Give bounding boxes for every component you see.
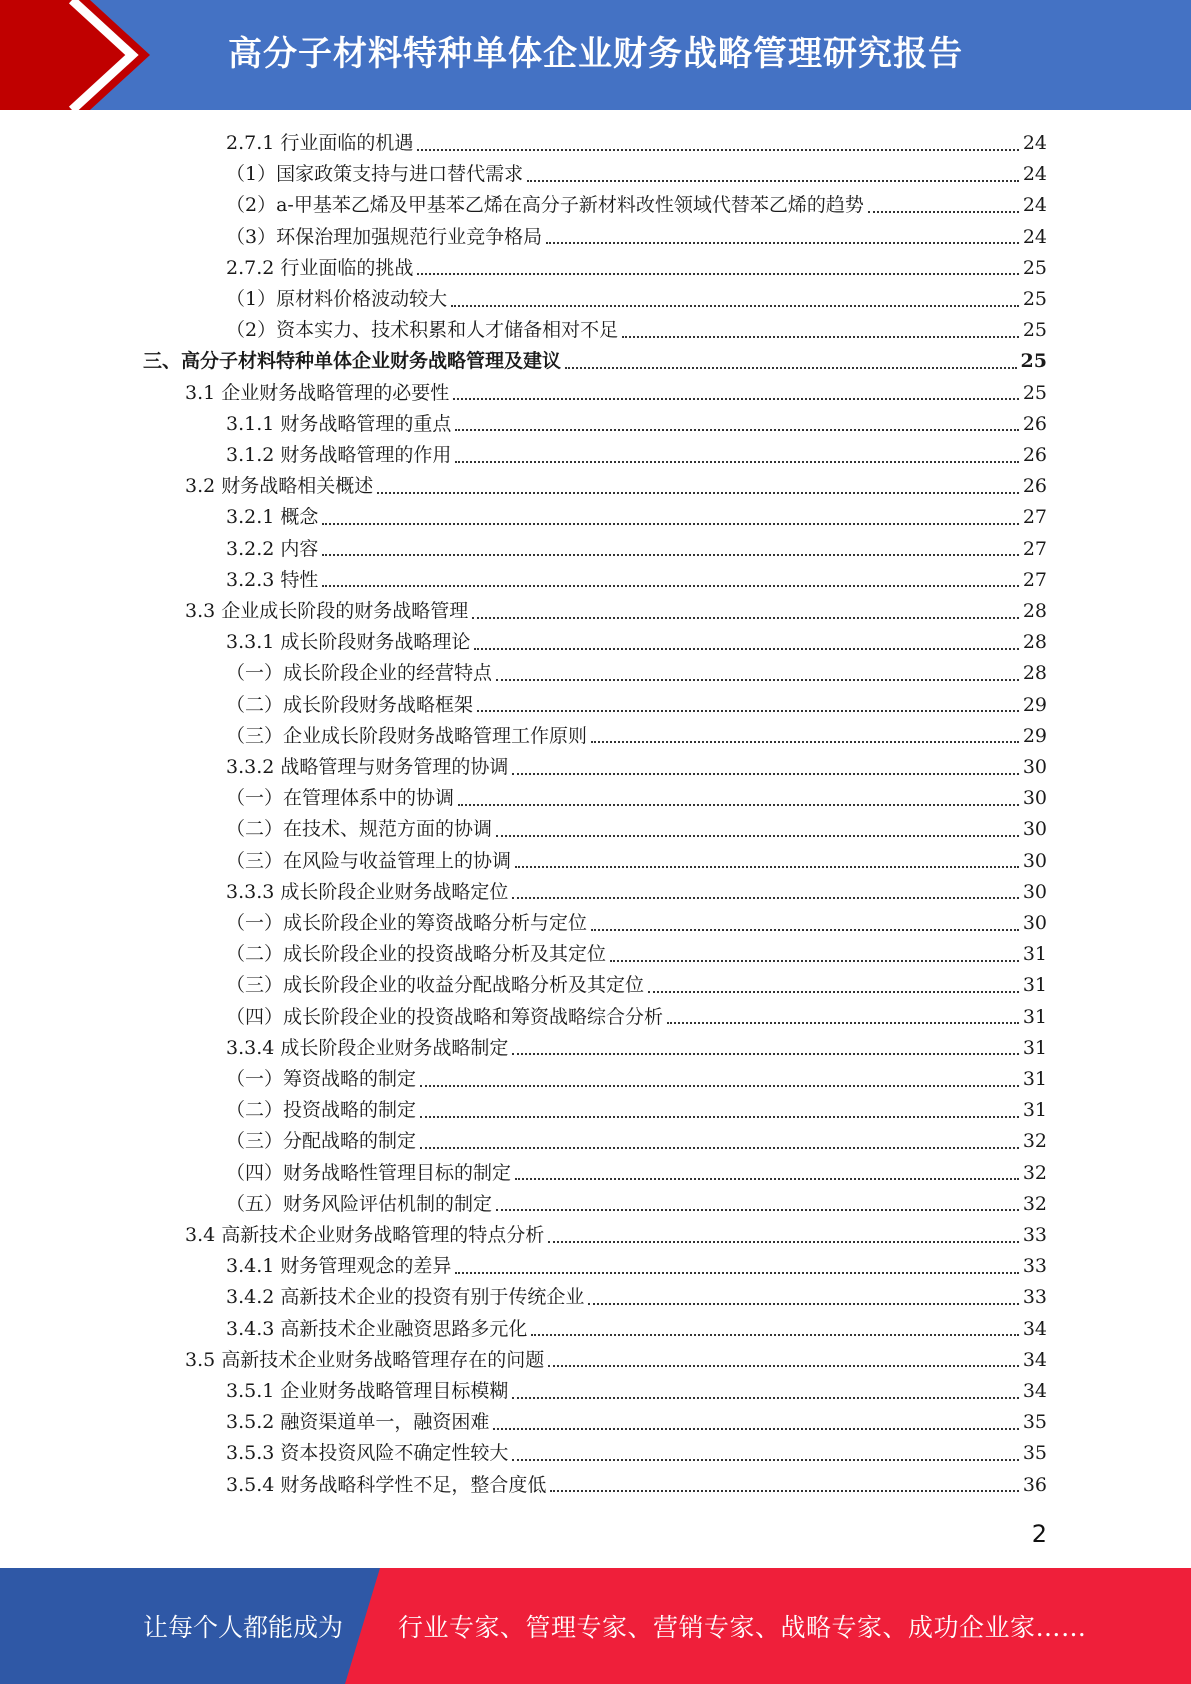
toc-entry-page: 30 [1022, 756, 1047, 778]
toc-entry-page: 32 [1022, 1161, 1047, 1184]
toc-entry[interactable] [226, 128, 1047, 159]
toc-entry[interactable] [226, 1095, 1047, 1126]
toc-dot-leader [420, 1116, 1019, 1118]
page-header [0, 0, 1191, 110]
toc-dot-leader [515, 1178, 1019, 1180]
toc-entry-page: 24 [1022, 163, 1047, 186]
toc-dot-leader [591, 741, 1019, 743]
toc-entry-page: 24 [1022, 225, 1047, 248]
toc-dot-leader [417, 273, 1018, 275]
footer-slogan-left: 让每个人都能成为 [143, 1613, 344, 1642]
toc-dot-leader [667, 1022, 1019, 1024]
toc-dot-leader [512, 1053, 1018, 1055]
toc-entry-label: （三）企业成长阶段财务战略管理工作原则 [226, 724, 588, 747]
toc-entry-label: （2）资本实力、技术积累和人才储备相对不足 [226, 319, 619, 342]
toc-entry-label: 3.4.1 财务管理观念的差异 [226, 1255, 452, 1278]
toc-entry[interactable] [226, 502, 1047, 533]
toc-dot-leader [496, 1209, 1019, 1211]
toc-entry-label: （1）原材料价格波动较大 [226, 288, 448, 310]
toc-entry[interactable] [226, 814, 1047, 845]
toc-entry-page: 24 [1022, 194, 1047, 217]
toc-entry[interactable] [226, 1438, 1047, 1469]
toc-entry-page: 35 [1022, 1442, 1047, 1465]
toc-entry-page: 24 [1022, 132, 1047, 154]
toc-dot-leader [455, 461, 1018, 463]
toc-dot-leader [548, 1241, 1019, 1243]
toc-entry[interactable] [226, 1314, 1047, 1345]
toc-dot-leader [588, 1303, 1018, 1305]
toc-dot-leader [420, 1085, 1019, 1087]
toc-dot-leader [477, 710, 1019, 712]
toc-entry-page: 30 [1022, 912, 1047, 934]
toc-entry[interactable] [226, 1376, 1047, 1407]
toc-entry-label: 3.5.3 资本投资风险不确定性较大 [226, 1442, 509, 1465]
toc-entry-page: 34 [1022, 1380, 1047, 1402]
toc-entry[interactable] [226, 159, 1047, 190]
toc-dot-leader [458, 804, 1019, 806]
report-title: 高分子材料特种单体企业财务战略管理研究报告 [228, 34, 963, 74]
toc-entry-label: 3.2.2 内容 [226, 537, 319, 560]
toc-entry-label: 3.3 企业成长阶段的财务战略管理 [185, 600, 469, 622]
toc-entry[interactable] [226, 970, 1047, 1001]
toc-entry[interactable] [226, 1064, 1047, 1095]
toc-entry-label: （1）国家政策支持与进口替代需求 [226, 163, 524, 186]
toc-dot-leader [451, 305, 1019, 307]
toc-entry[interactable] [226, 627, 1047, 658]
toc-entry-page: 34 [1022, 1348, 1047, 1371]
header-chevron-icon [0, 0, 150, 110]
toc-entry-page: 28 [1022, 631, 1047, 654]
toc-entry-label: （2）a-甲基苯乙烯及甲基苯乙烯在高分子新材料改性领域代替苯乙烯的趋势 [226, 194, 864, 217]
toc-dot-leader [591, 929, 1019, 931]
toc-entry[interactable] [226, 721, 1047, 752]
toc-entry[interactable] [226, 1002, 1047, 1033]
toc-dot-leader [417, 149, 1018, 151]
toc-dot-leader [868, 211, 1019, 213]
toc-dot-leader [512, 1397, 1018, 1399]
toc-entry-page: 31 [1022, 974, 1047, 997]
toc-dot-leader [546, 242, 1019, 244]
footer-slogan-right: 行业专家、管理专家、营销专家、战略专家、成功企业家…… [398, 1613, 1087, 1642]
toc-entry-page: 28 [1022, 600, 1047, 622]
toc-entry-page: 25 [1020, 350, 1047, 373]
toc-entry-label: （一）筹资战略的制定 [226, 1068, 417, 1090]
toc-entry-page: 26 [1022, 412, 1047, 435]
toc-entry-page: 25 [1022, 256, 1047, 279]
toc-entry-label: 三、高分子材料特种单体企业财务战略管理及建议 [143, 350, 562, 373]
toc-entry-label: （一）成长阶段企业的经营特点 [226, 662, 493, 685]
toc-entry[interactable] [143, 346, 1047, 377]
toc-dot-leader [512, 897, 1018, 899]
toc-entry[interactable] [226, 752, 1047, 783]
toc-entry-page: 36 [1022, 1473, 1047, 1496]
toc-entry-label: （一）成长阶段企业的筹资战略分析与定位 [226, 912, 588, 934]
toc-entry-label: 3.3.4 成长阶段企业财务战略制定 [226, 1036, 509, 1059]
toc-dot-leader [565, 367, 1017, 369]
toc-entry[interactable] [226, 1407, 1047, 1438]
toc-entry-label: （二）投资战略的制定 [226, 1099, 417, 1122]
toc-entry-label: 2.7.2 行业面临的挑战 [226, 256, 414, 279]
toc-entry-page: 27 [1022, 537, 1047, 560]
toc-dot-leader [496, 835, 1019, 837]
toc-dot-leader [453, 398, 1019, 400]
toc-dot-leader [322, 523, 1018, 525]
toc-entry-page: 26 [1022, 475, 1047, 498]
toc-entry-label: 2.7.1 行业面临的机遇 [226, 132, 414, 154]
toc-dot-leader [322, 585, 1018, 587]
toc-entry-page: 29 [1022, 693, 1047, 716]
toc-entry-label: 3.1.1 财务战略管理的重点 [226, 412, 452, 435]
toc-entry-label: 3.5.1 企业财务战略管理目标模糊 [226, 1380, 509, 1402]
toc-entry-label: 3.1 企业财务战略管理的必要性 [185, 381, 450, 404]
toc-entry[interactable] [226, 690, 1047, 721]
toc-dot-leader [377, 492, 1019, 494]
toc-entry-page: 34 [1022, 1317, 1047, 1340]
toc-entry-page: 30 [1022, 818, 1047, 841]
toc-entry-page: 27 [1022, 568, 1047, 591]
toc-entry-page: 31 [1022, 1068, 1047, 1090]
toc-entry-page: 30 [1022, 787, 1047, 810]
toc-entry-label: 3.4.2 高新技术企业的投资有别于传统企业 [226, 1286, 585, 1309]
toc-dot-leader [610, 960, 1019, 962]
toc-dot-leader [550, 1490, 1018, 1492]
toc-entry[interactable] [226, 658, 1047, 689]
toc-dot-leader [648, 991, 1019, 993]
toc-dot-leader [322, 554, 1018, 556]
toc-entry[interactable] [226, 1158, 1047, 1189]
toc-entry-page: 26 [1022, 444, 1047, 466]
toc-entry-label: 3.5 高新技术企业财务战略管理存在的问题 [185, 1348, 545, 1371]
toc-entry[interactable] [226, 284, 1047, 315]
toc-entry-page: 33 [1022, 1224, 1047, 1246]
toc-entry-label: 3.4.3 高新技术企业融资思路多元化 [226, 1317, 528, 1340]
toc-dot-leader [515, 866, 1019, 868]
toc-entry[interactable] [226, 1189, 1047, 1220]
toc-entry[interactable] [226, 534, 1047, 565]
toc-entry-page: 32 [1022, 1192, 1047, 1215]
toc-entry[interactable] [226, 1126, 1047, 1157]
toc-entry-page: 33 [1022, 1255, 1047, 1278]
toc-entry-label: （三）分配战略的制定 [226, 1130, 417, 1153]
toc-entry-label: 3.1.2 财务战略管理的作用 [226, 444, 452, 466]
toc-entry-page: 25 [1022, 381, 1047, 404]
toc-entry[interactable] [226, 1470, 1047, 1501]
toc-entry-label: （三）在风险与收益管理上的协调 [226, 849, 512, 872]
toc-entry-label: 3.4 高新技术企业财务战略管理的特点分析 [185, 1224, 545, 1246]
toc-dot-leader [455, 429, 1018, 431]
toc-entry-page: 25 [1022, 319, 1047, 342]
toc-entry-label: 3.2.1 概念 [226, 506, 319, 529]
toc-dot-leader [496, 679, 1019, 681]
page-footer [0, 1568, 1191, 1684]
toc-entry-page: 33 [1022, 1286, 1047, 1309]
toc-entry-page: 25 [1022, 288, 1047, 310]
toc-entry[interactable] [226, 409, 1047, 440]
toc-dot-leader [512, 1459, 1018, 1461]
toc-entry[interactable] [185, 1220, 1047, 1251]
toc-dot-leader [527, 180, 1019, 182]
toc-entry[interactable] [226, 939, 1047, 970]
toc-entry[interactable] [185, 1345, 1047, 1376]
toc-entry-page: 32 [1022, 1130, 1047, 1153]
toc-entry-label: （一）在管理体系中的协调 [226, 787, 455, 810]
toc-entry-page: 31 [1022, 943, 1047, 966]
toc-entry-page: 31 [1022, 1036, 1047, 1059]
toc-entry[interactable] [226, 565, 1047, 596]
toc-entry-label: （二）成长阶段企业的投资战略分析及其定位 [226, 943, 607, 966]
toc-entry[interactable] [226, 440, 1047, 471]
toc-entry-label: 3.3.2 战略管理与财务管理的协调 [226, 756, 509, 778]
toc-entry[interactable] [226, 1033, 1047, 1064]
toc-entry[interactable] [226, 190, 1047, 221]
toc-entry[interactable] [185, 471, 1047, 502]
toc-entry-label: 3.2 财务战略相关概述 [185, 475, 374, 498]
toc-entry[interactable] [226, 253, 1047, 284]
toc-dot-leader [531, 1334, 1018, 1336]
toc-dot-leader [512, 773, 1018, 775]
toc-entry[interactable] [226, 315, 1047, 346]
toc-entry[interactable] [185, 596, 1047, 627]
toc-dot-leader [548, 1365, 1019, 1367]
toc-entry-label: （四）财务战略性管理目标的制定 [226, 1161, 512, 1184]
toc-entry-label: （3）环保治理加强规范行业竞争格局 [226, 225, 543, 248]
toc-entry-label: 3.5.4 财务战略科学性不足，整合度低 [226, 1473, 547, 1496]
toc-entry-label: （二）在技术、规范方面的协调 [226, 818, 493, 841]
toc-entry-page: 31 [1022, 1099, 1047, 1122]
toc-dot-leader [472, 617, 1019, 619]
toc-dot-leader [420, 1147, 1019, 1149]
toc-dot-leader [493, 1428, 1018, 1430]
toc-entry-label: （四）成长阶段企业的投资战略和筹资战略综合分析 [226, 1005, 664, 1028]
toc-entry-label: （二）成长阶段财务战略框架 [226, 693, 474, 716]
toc-entry[interactable] [226, 877, 1047, 908]
toc-dot-leader [455, 1272, 1018, 1274]
toc-entry[interactable] [226, 846, 1047, 877]
toc-entry-label: （五）财务风险评估机制的制定 [226, 1192, 493, 1215]
toc-entry-page: 30 [1022, 880, 1047, 903]
toc-entry-page: 30 [1022, 849, 1047, 872]
toc-entry[interactable] [226, 908, 1047, 939]
toc-entry[interactable] [226, 783, 1047, 814]
toc-entry[interactable] [226, 1251, 1047, 1282]
toc-entry[interactable] [226, 1282, 1047, 1313]
page-number: 2 [1031, 1520, 1047, 1548]
toc-entry-label: 3.3.3 成长阶段企业财务战略定位 [226, 880, 509, 903]
toc-entry-page: 31 [1022, 1005, 1047, 1028]
toc-entry-page: 35 [1022, 1411, 1047, 1434]
toc-entry-label: 3.3.1 成长阶段财务战略理论 [226, 631, 471, 654]
toc-entry-page: 28 [1022, 662, 1047, 685]
toc-entry[interactable] [185, 378, 1047, 409]
toc-dot-leader [622, 336, 1019, 338]
toc-entry-page: 27 [1022, 506, 1047, 529]
toc-entry-label: 3.5.2 融资渠道单一，融资困难 [226, 1411, 490, 1434]
toc-entry-page: 29 [1022, 724, 1047, 747]
toc-dot-leader [474, 648, 1018, 650]
toc-entry-label: （三）成长阶段企业的收益分配战略分析及其定位 [226, 974, 645, 997]
toc-entry-label: 3.2.3 特性 [226, 568, 319, 591]
toc-entry[interactable] [226, 222, 1047, 253]
